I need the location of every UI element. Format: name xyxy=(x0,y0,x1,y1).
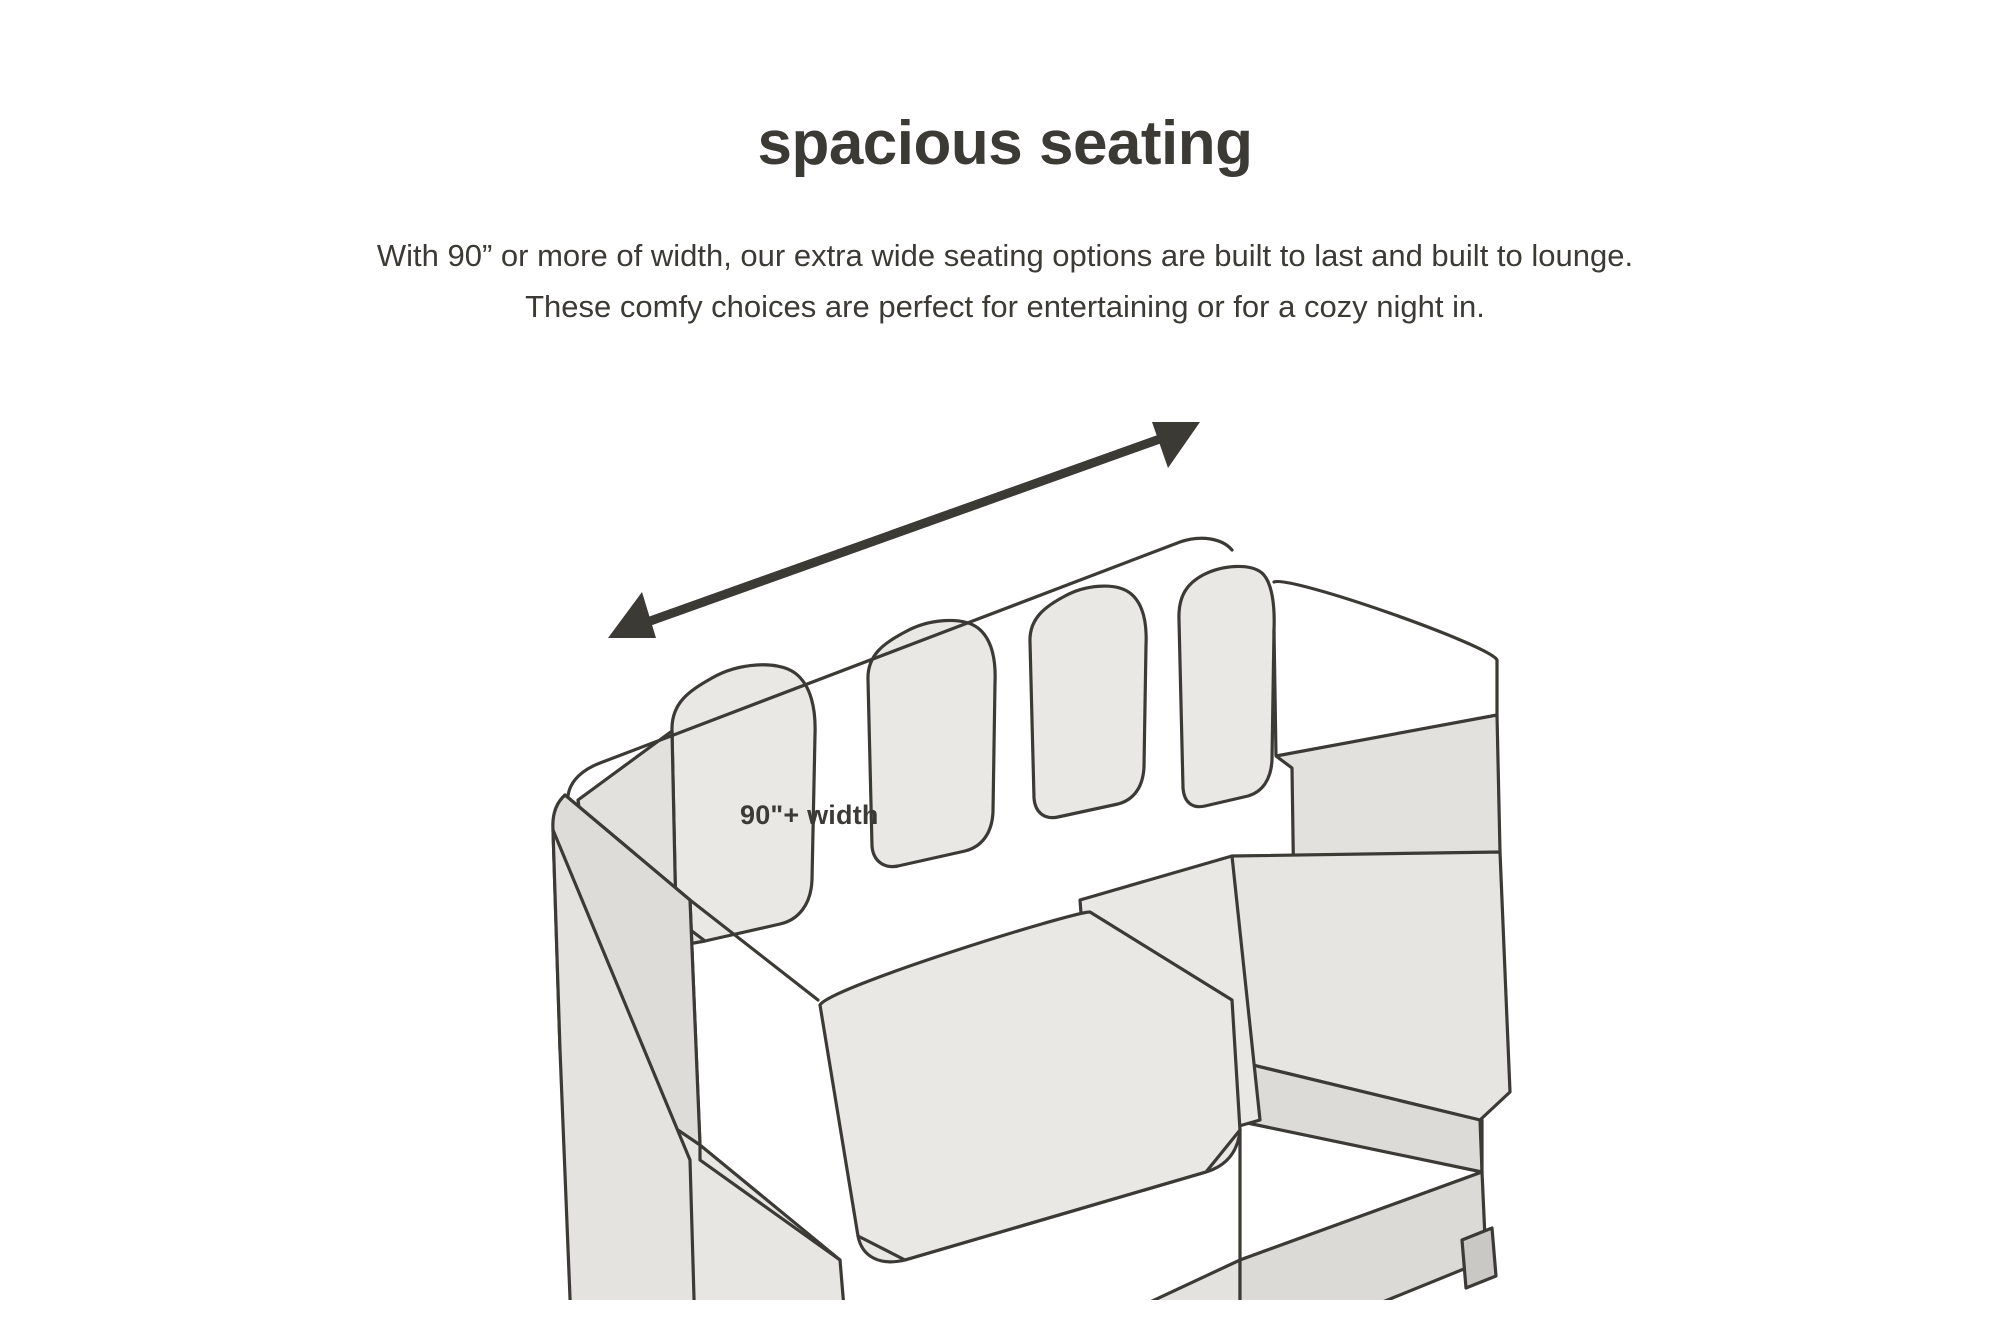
back-frame-right-top xyxy=(1274,582,1497,715)
sofa-illustration xyxy=(0,360,2010,1300)
page-title: spacious seating xyxy=(757,109,1253,178)
back-cushion-3 xyxy=(1030,586,1146,818)
leg-rear-right xyxy=(1462,1228,1496,1288)
subcopy-line-2: These comfy choices are perfect for entertaining or for a cozy night in. xyxy=(525,289,1485,324)
back-cushion-right xyxy=(1179,566,1274,806)
page-subcopy xyxy=(0,230,2010,332)
base-skirt-right xyxy=(1240,1172,1486,1300)
dimension-label: 90"+ width xyxy=(740,800,879,830)
base-skirt-front xyxy=(855,1260,1240,1300)
back-cushion-2 xyxy=(868,620,995,866)
seat-cushion-left xyxy=(820,912,1240,1262)
subcopy-line-1: With 90” or more of width, our extra wide seating options are built to last and built to lounge. xyxy=(376,238,1634,273)
